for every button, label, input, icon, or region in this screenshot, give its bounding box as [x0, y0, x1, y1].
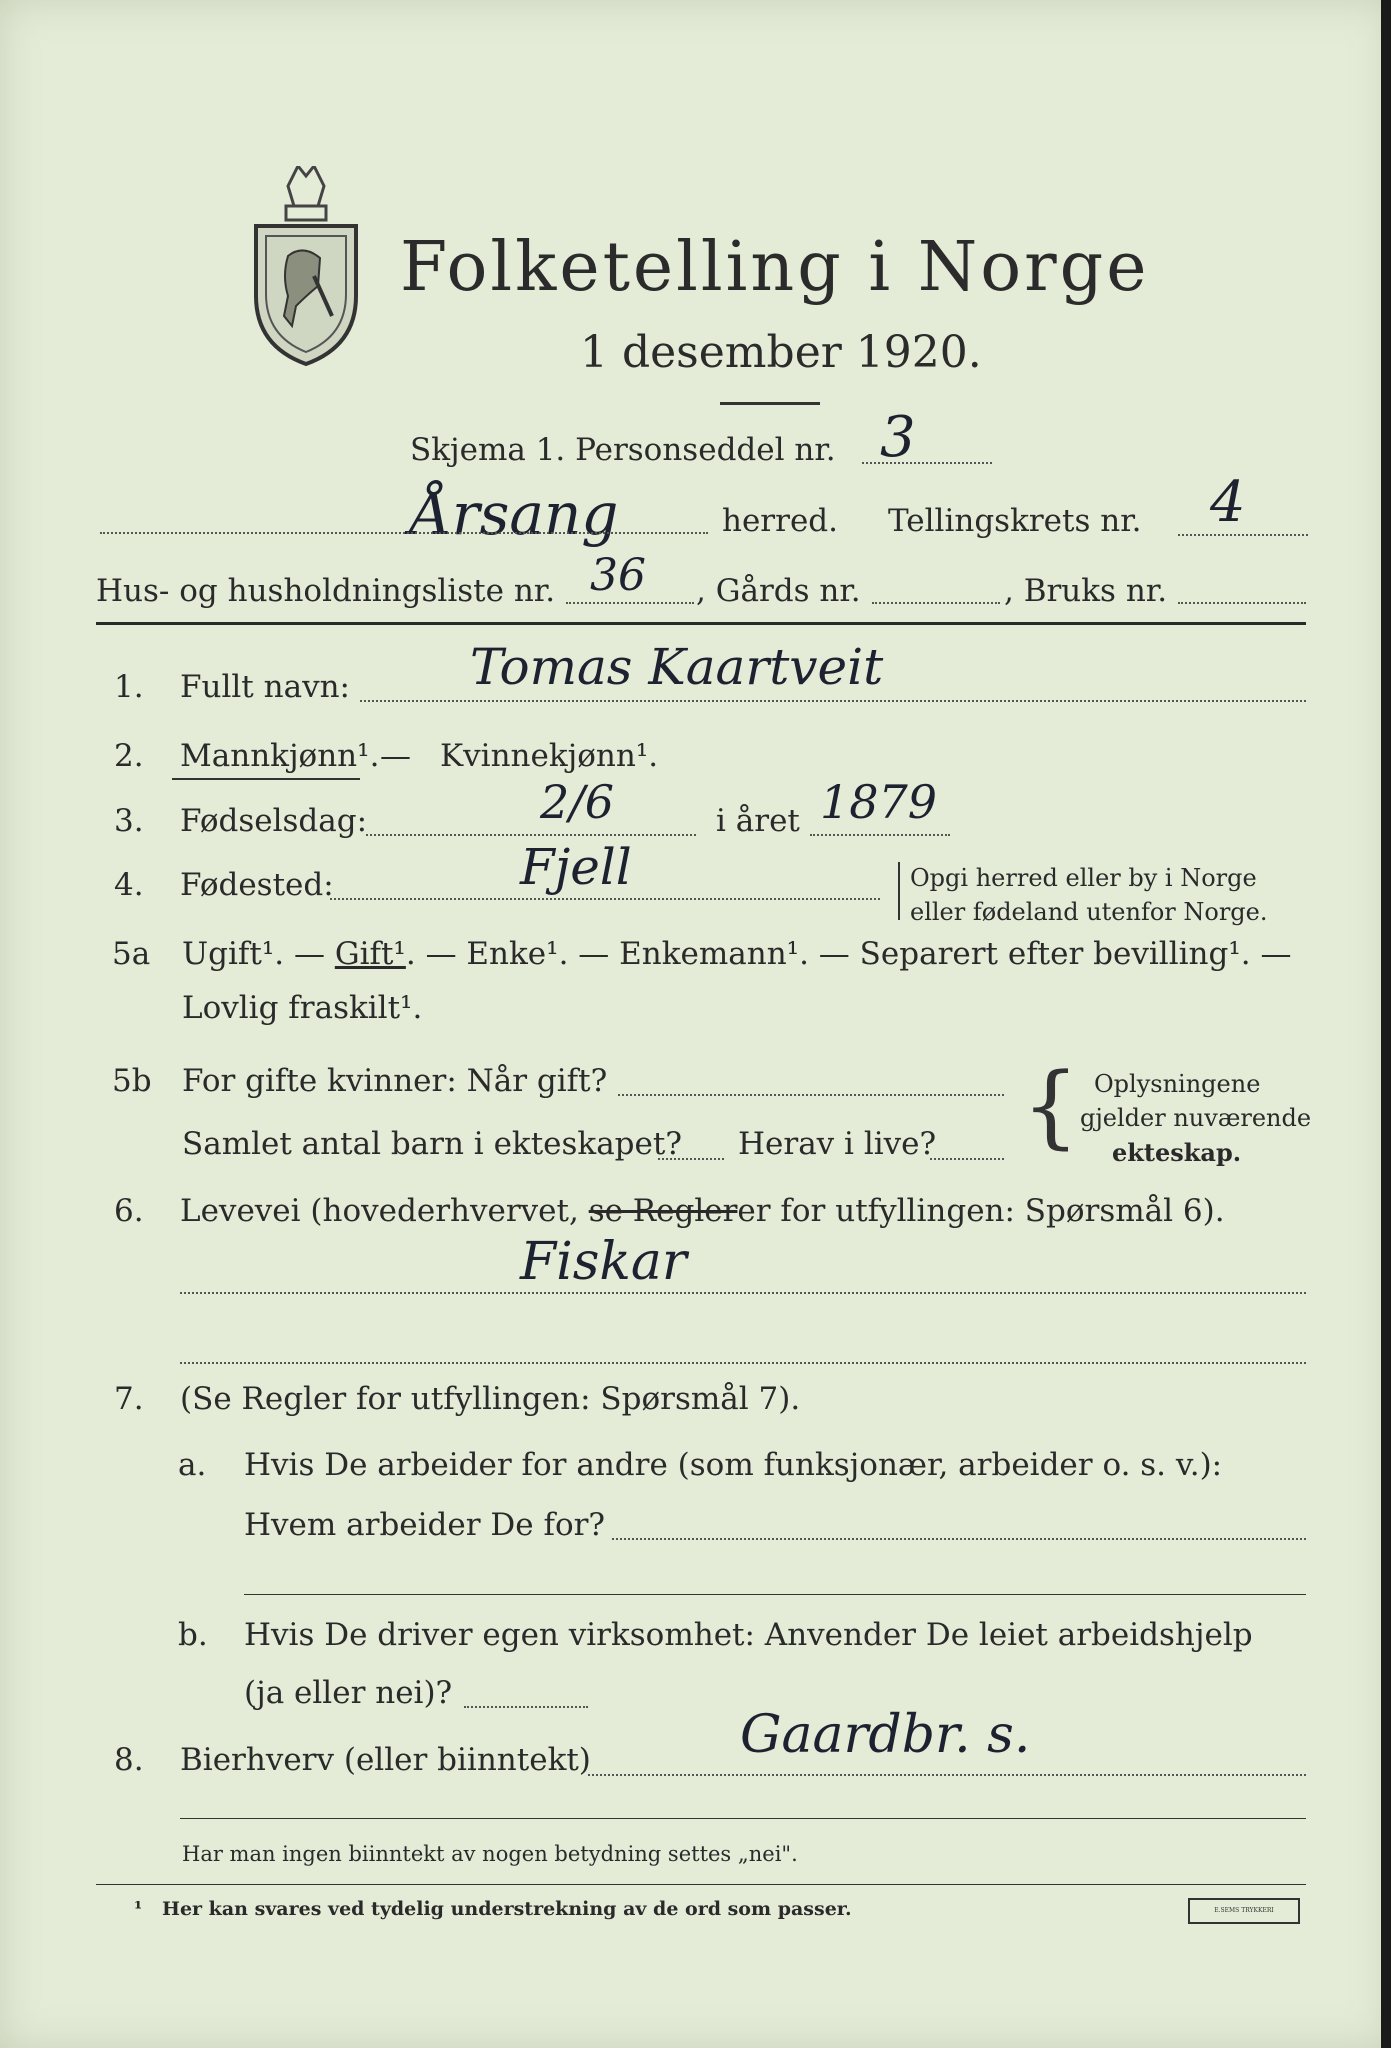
- q5a-number: 5a: [112, 936, 151, 972]
- birthplace-field-line: [330, 898, 880, 900]
- q3-label: Fødselsdag:: [180, 803, 368, 839]
- gards-field-line: [872, 602, 1000, 604]
- marital-ugift-text[interactable]: Ugift¹. —: [182, 936, 335, 972]
- gender-female-option[interactable]: Kvinnekjønn¹.: [440, 738, 659, 774]
- q7b-letter: b.: [178, 1617, 208, 1653]
- q4-number: 4.: [114, 867, 144, 903]
- q6-struck-text: se Regler: [588, 1193, 738, 1229]
- employer-field-line: [612, 1538, 1306, 1540]
- marital-gift-option[interactable]: Gift¹: [334, 936, 406, 972]
- employer-field-line-2: [244, 1594, 1306, 1595]
- husholdningsliste-label: Hus- og husholdningsliste nr.: [96, 573, 556, 609]
- alive-field-line: [930, 1158, 1004, 1160]
- tellingskrets-value[interactable]: 4: [1210, 470, 1246, 535]
- gender-separator: —: [380, 738, 411, 774]
- q1-number: 1.: [114, 669, 144, 705]
- q5b-note-line1: Oplysningene: [1094, 1070, 1261, 1098]
- q3-number: 3.: [114, 803, 144, 839]
- occupation-field-line-1: [180, 1292, 1306, 1294]
- q6-label-start: Levevei (hovederhvervet,: [180, 1193, 579, 1229]
- birth-year-value[interactable]: 1879: [820, 775, 938, 829]
- printer-stamp: E.SEMS TRYKKERI: [1188, 1898, 1300, 1924]
- husholdningsliste-value[interactable]: 36: [590, 550, 646, 601]
- side-income-field-line-2: [180, 1818, 1306, 1819]
- q6-label-end: er for utfyllingen: Spørsmål 6).: [737, 1193, 1225, 1229]
- gender-male-option[interactable]: Mannkjønn¹.: [180, 738, 380, 774]
- q7b-line1: Hvis De driver egen virksomhet: Anvender De leiet arbeidshjelp: [244, 1617, 1253, 1653]
- tellingskrets-label: Tellingskrets nr.: [888, 503, 1142, 539]
- q5b-alive-label: Herav i live?: [738, 1126, 937, 1162]
- header-separator: [96, 622, 1306, 625]
- birth-year-field-line: [810, 834, 950, 836]
- q7-number: 7.: [114, 1381, 144, 1417]
- q8-number: 8.: [114, 1742, 144, 1778]
- q1-label: Fullt navn:: [180, 669, 350, 705]
- q6-number: 6.: [114, 1193, 144, 1229]
- birthplace-value[interactable]: Fjell: [520, 838, 632, 896]
- norway-coat-of-arms-icon: [248, 166, 364, 366]
- q8-label: Bierhverv (eller biinntekt): [180, 1742, 591, 1778]
- personseddel-value[interactable]: 3: [880, 405, 916, 470]
- husholdningsliste-field-line: [566, 602, 694, 604]
- footer-separator: [96, 1884, 1306, 1885]
- q5b-children-label: Samlet antal barn i ekteskapet?: [182, 1126, 682, 1162]
- q4-label: Fødested:: [180, 867, 334, 903]
- personseddel-field-line: [862, 462, 992, 464]
- hired-help-field-line: [464, 1706, 588, 1708]
- occupation-value[interactable]: Fiskar: [520, 1232, 687, 1292]
- form-title: Folketelling i Norge: [400, 228, 1150, 307]
- full-name-value[interactable]: Tomas Kaartveit: [470, 638, 884, 696]
- side-income-note: Har man ingen biinntekt av nogen betydning settes „nei".: [182, 1842, 798, 1866]
- bruks-label: , Bruks nr.: [1004, 573, 1168, 609]
- tellingskrets-field-line: [1178, 534, 1308, 536]
- side-income-field-line: [588, 1774, 1306, 1776]
- q7a-letter: a.: [178, 1447, 207, 1483]
- q5b-married-label: For gifte kvinner: Når gift?: [182, 1063, 608, 1099]
- q7a-line1: Hvis De arbeider for andre (som funksjonær, arbeider o. s. v.):: [244, 1447, 1223, 1483]
- herred-label: herred.: [722, 503, 838, 539]
- gards-label: , Gårds nr.: [696, 573, 861, 609]
- q7a-line2: Hvem arbeider De for?: [244, 1507, 606, 1543]
- footnote-mark: ¹: [134, 1898, 143, 1920]
- q5b-note-line3: ekteskap.: [1112, 1138, 1242, 1167]
- birth-year-label: i året: [716, 803, 800, 839]
- q2-number: 2.: [114, 738, 144, 774]
- marital-status-ugift[interactable]: [182, 936, 1291, 972]
- marital-lovlig-fraskilt[interactable]: Lovlig fraskilt¹.: [182, 990, 423, 1026]
- footnote-text: Her kan svares ved tydelig understrekning av de ord som passer.: [162, 1898, 852, 1920]
- birthplace-note-bar: [898, 862, 900, 920]
- side-income-value[interactable]: Gaardbr. s.: [740, 1705, 1031, 1765]
- birthplace-note-line1: Opgi herred eller by i Norge: [910, 864, 1257, 892]
- q5b-brace: {: [1022, 1054, 1080, 1159]
- birthplace-note-line2: eller fødeland utenfor Norge.: [910, 898, 1268, 926]
- title-divider: [720, 402, 820, 405]
- q6-label: [180, 1193, 1225, 1229]
- occupation-field-line-2: [180, 1362, 1306, 1364]
- marital-other-options[interactable]: . — Enke¹. — Enkemann¹. — Separert efter bevilling¹. —: [405, 936, 1292, 972]
- birth-date-field-line: [366, 834, 696, 836]
- q7-label: (Se Regler for utfyllingen: Spørsmål 7).: [180, 1381, 801, 1417]
- scan-edge: [1381, 0, 1391, 2048]
- q5b-note-line2: gjelder nuværende: [1080, 1104, 1312, 1132]
- married-date-field-line: [618, 1094, 1004, 1096]
- herred-value[interactable]: Årsang: [410, 480, 619, 548]
- herred-field-line: [100, 532, 708, 534]
- full-name-field-line: [360, 700, 1306, 702]
- bruks-field-line: [1178, 602, 1306, 604]
- q5b-number: 5b: [112, 1063, 152, 1099]
- gender-male-underline: [172, 778, 360, 780]
- birth-date-value[interactable]: 2/6: [540, 775, 615, 829]
- census-date: 1 desember 1920.: [580, 327, 982, 378]
- q7b-line2: (ja eller nei)?: [244, 1675, 453, 1711]
- skjema-label: Skjema 1. Personseddel nr.: [410, 432, 836, 468]
- children-field-line: [658, 1158, 724, 1160]
